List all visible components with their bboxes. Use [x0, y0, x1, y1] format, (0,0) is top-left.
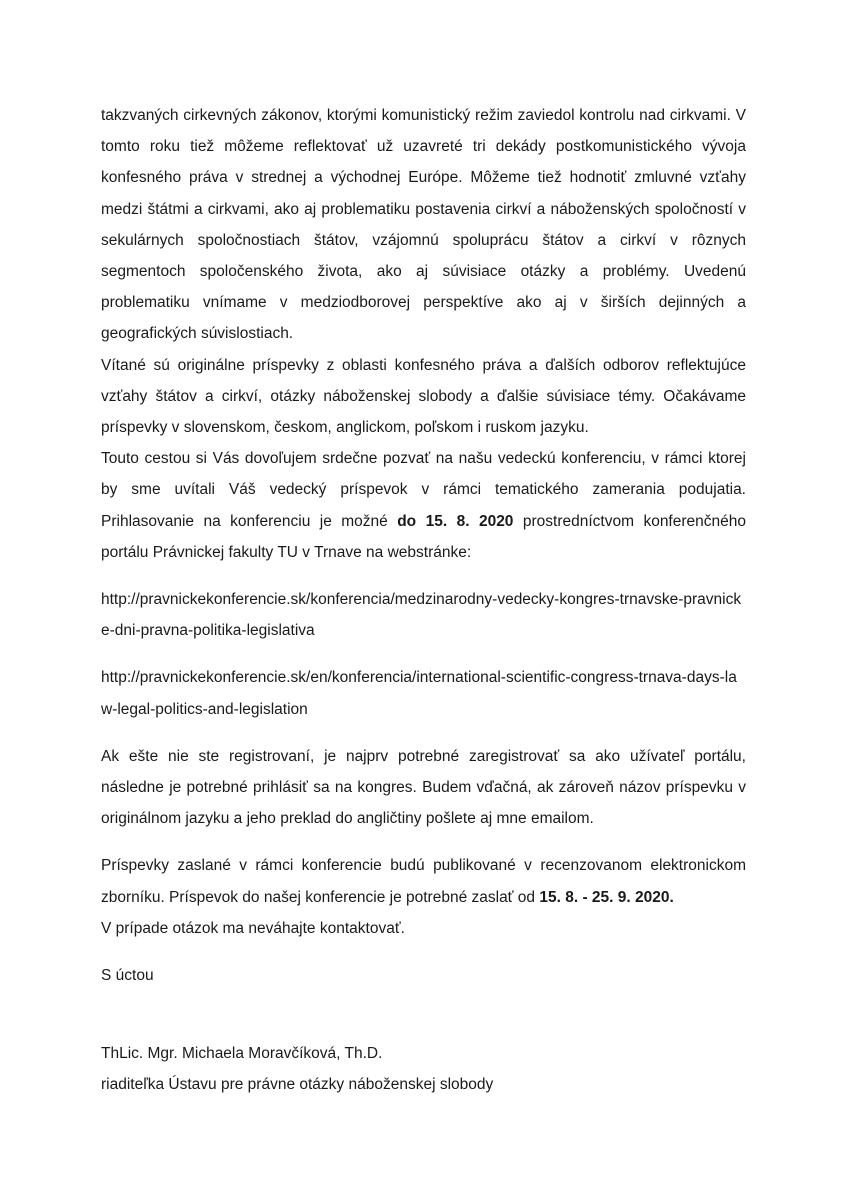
- paragraph-topic: takzvaných cirkevných zákonov, ktorými komunistický režim zaviedol kontrolu nad cirkvami. V tomto roku tiež môžeme reflektovať už uzavreté tri dekády postkomunistického vývoja konfesného práva v strednej a východnej Európe. Môžeme tiež hodnotiť zmluvné vzťahy medzi štátmi a cirkvami, ako aj problematiku postavenia cirkví a náboženských spoločností v sekulárnych spoločnostiach štátov, vzájomnú spoluprácu štátov a cirkví v rôznych segmentoch spoločenského života, ako aj súvisiace otázky a problémy. Uvedenú problematiku vnímame v medziodborovej perspektíve ako aj v širších dejinných a geografických súvislostiach.: [101, 107, 746, 343]
- publication-text: Príspevky zaslané v rámci konferencie budú publikované v recenzovanom elektronickom zborníku. Príspevok do našej konferencie je potrebné zaslať od: [101, 857, 746, 906]
- conference-link-en[interactable]: http://pravnickekonferencie.sk/en/konferencia/international-scientific-congress-trnava-days-law-legal-politics-and-legislation: [101, 669, 737, 718]
- invitation-text: Touto cestou si Vás dovoľujem srdečne pozvať na našu vedeckú konferenciu, v rámci ktorej by sme uvítali Váš vedecký príspevok v rámci tematického zamerania podujatia. Prihlasovanie na konferenciu je možné: [101, 450, 746, 530]
- contact-line: V prípade otázok ma neváhajte kontaktovať.: [101, 919, 405, 937]
- paragraph-registration: Ak ešte nie ste registrovaní, je najprv potrebné zaregistrovať sa ako užívateľ portálu, následne je potrebné prihlásiť sa na kongres. Budem vďačná, ak zároveň názov príspevku v originálnom jazyku a jeho preklad do angličtiny pošlete aj mne emailom.: [101, 747, 746, 828]
- signature-title: riaditeľka Ústavu pre právne otázky náboženskej slobody: [101, 1076, 494, 1094]
- paragraph-publication: [101, 850, 746, 912]
- submission-period-end: .: [669, 888, 674, 906]
- submission-period: 15. 8. - 25. 9. 2020: [539, 888, 670, 906]
- invitation-text-cont: prostredníctvom konferenčného portálu Právnickej fakulty TU v Trnave na webstránke:: [101, 512, 746, 561]
- conference-link-sk[interactable]: http://pravnickekonferencie.sk/konferencia/medzinarodny-vedecky-kongres-trnavske-pravnicke-dni-pravna-politika-legislativa: [101, 591, 742, 640]
- letter-body: [101, 100, 746, 1101]
- paragraph-invitation: [101, 443, 746, 568]
- greeting: S úctou: [101, 967, 154, 985]
- registration-deadline: do 15. 8. 2020: [397, 512, 514, 530]
- signature-name: ThLic. Mgr. Michaela Moravčíková, Th.D.: [101, 1045, 383, 1063]
- paragraph-call-for-papers: Vítané sú originálne príspevky z oblasti konfesného práva a ďalších odborov reflektujúce vzťahy štátov a cirkví, otázky náboženskej slobody a ďalšie súvisiace témy. Očakávame príspevky v slovenskom, českom, anglickom, poľskom i ruskom jazyku.: [101, 356, 746, 437]
